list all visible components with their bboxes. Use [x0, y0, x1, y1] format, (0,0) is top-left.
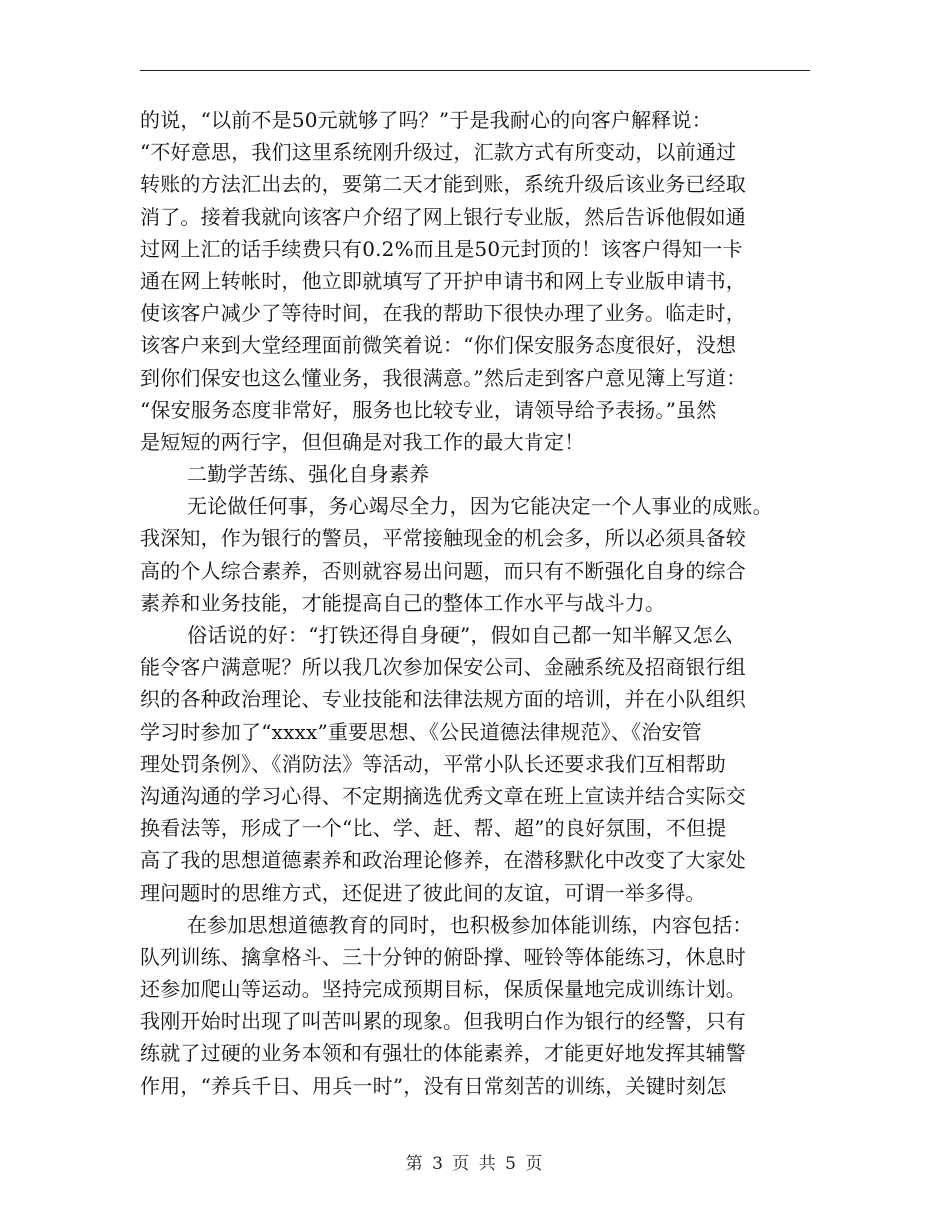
- text-line: 练就了过硬的业务本领和有强壮的体能素养，才能更好地发挥其辅警: [140, 1041, 746, 1066]
- text-line: 过网上汇的话手续费只有0.2%而且是50元封顶的！该客户得知一卡: [140, 236, 743, 261]
- page-footer: 第 3 页 共 5 页: [405, 1154, 545, 1174]
- text-line: 理处罚条例》、《消防法》等活动，平常小队长还要求我们互相帮助: [140, 751, 726, 776]
- text-line: 换看法等，形成了一个“比、学、赶、帮、超”的良好氛围，不但提: [140, 816, 727, 841]
- text-line: 到你们保安也这么懂业务，我很满意。”然后走到客户意见簿上写道：: [140, 365, 747, 390]
- text-line: 无论做任何事，务心竭尽全力，因为它能决定一个人事业的成账。: [187, 494, 773, 519]
- text-line: 队列训练、擒拿格斗、三十分钟的俯卧撑、哑铃等体能练习，休息时: [140, 944, 746, 969]
- text-line: “不好意思，我们这里系统刚升级过，汇款方式有所变动，以前通过: [140, 140, 737, 165]
- text-line: 俗话说的好：“打铁还得自身硬”，假如自己都一知半解又怎么: [187, 623, 734, 647]
- text-line: 还参加爬山等运动。坚持完成预期目标，保质保量地完成训练计划。: [140, 977, 746, 1002]
- text-line: 织的各种政治理论、专业技能和法律法规方面的培训，并在小队组织: [140, 687, 746, 712]
- text-line: 高了我的思想道德素养和政治理论修养，在潜移默化中改变了大家处: [140, 848, 746, 873]
- text-line: “保安服务态度非常好，服务也比较专业，请领导给予表扬。”虽然: [140, 397, 717, 422]
- text-line: 通在网上转帐时，他立即就填写了开护申请书和网上专业版申请书，: [140, 268, 746, 293]
- text-line: 在参加思想道德教育的同时，也积极参加体能训练，内容包括：: [187, 912, 753, 937]
- text-line: 是短短的两行字，但但确是对我工作的最大肯定！: [140, 429, 585, 454]
- text-line: 的说，“以前不是50元就够了吗？”于是我耐心的向客户解释说：: [140, 108, 712, 132]
- header-rule: [140, 70, 810, 71]
- text-line: 该客户来到大堂经理面前微笑着说：“你们保安服务态度很好，没想: [140, 333, 737, 358]
- text-line: 使该客户减少了等待时间，在我的帮助下很快办理了业务。临走时，: [140, 301, 746, 326]
- text-line: 学习时参加了“xxxx”重要思想、《公民道德法律规范》、《治安管: [140, 719, 702, 744]
- text-line: 二勤学苦练、强化自身素养: [187, 462, 430, 487]
- text-line: 高的个人综合素养，否则就容易出问题，而只有不断强化自身的综合: [140, 558, 746, 583]
- document-body: [140, 104, 820, 1102]
- text-line: 作用，“养兵千日、用兵一时”，没有日常刻苦的训练，关键时刻怎: [140, 1073, 727, 1098]
- text-line: 沟通沟通的学习心得、不定期摘选优秀文章在班上宣读并结合实际交: [140, 783, 746, 808]
- text-line: 理问题时的思维方式，还促进了彼此间的友谊，可谓一举多得。: [140, 880, 706, 905]
- text-line: 消了。接着我就向该客户介绍了网上银行专业版，然后告诉他假如通: [140, 204, 746, 229]
- text-line: 素养和业务技能，才能提高自己的整体工作水平与战斗力。: [140, 590, 666, 615]
- text-line: 我深知，作为银行的警员，平常接触现金的机会多，所以必须具备较: [140, 526, 746, 551]
- text-line: 转账的方法汇出去的，要第二天才能到账，系统升级后该业务已经取: [140, 172, 746, 197]
- text-line: 能令客户满意呢？所以我几次参加保安公司、金融系统及招商银行组: [140, 655, 746, 680]
- text-line: 我刚开始时出现了叫苦叫累的现象。但我明白作为银行的经警，只有: [140, 1009, 746, 1034]
